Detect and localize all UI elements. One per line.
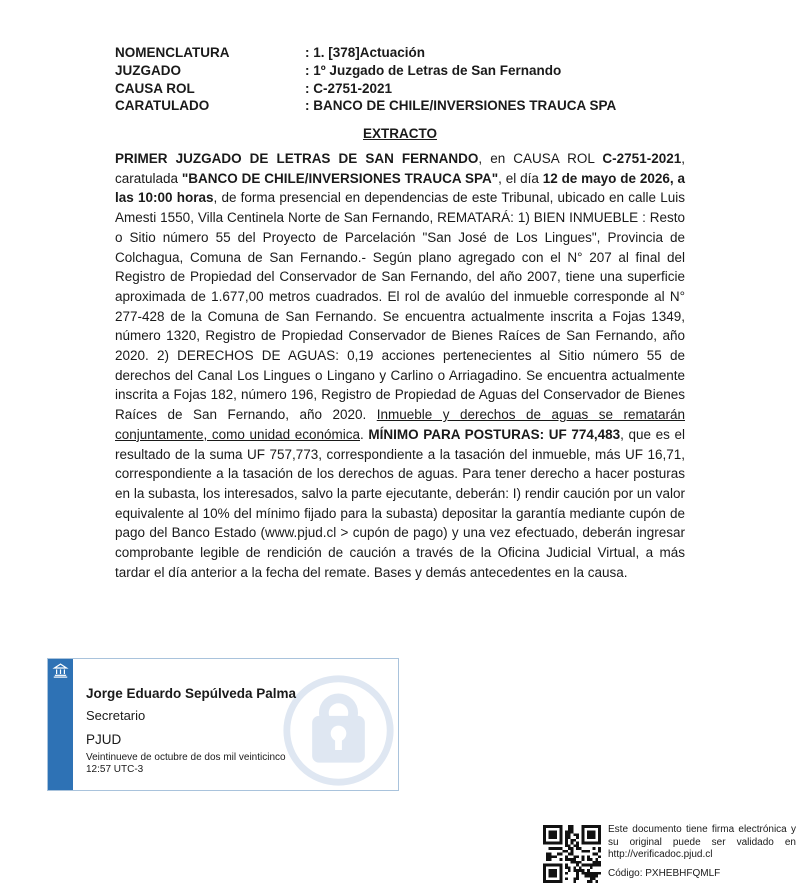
header-row-nomenclatura <box>115 44 616 62</box>
signer-org: PJUD <box>86 732 122 747</box>
lock-icon <box>280 672 397 789</box>
page-title: EXTRACTO <box>362 126 437 141</box>
header-row-juzgado <box>115 62 616 80</box>
field-value: : 1. [378]Actuación <box>305 45 426 60</box>
verification-code <box>608 868 796 879</box>
signature-date: Veintinueve de octubre de dos mil veinticinco <box>86 752 286 763</box>
signature-time: 12:57 UTC-3 <box>86 764 144 775</box>
signature-text <box>86 686 296 776</box>
extract-body-paragraph: PRIMER JUZGADO DE LETRAS DE SAN FERNANDO, en CAUSA ROL C-2751-2021, caratulada "BANCO DE CHILE/INVERSIONES TRAUCA SPA", el día 12 de mayo de 2026, a las 10:00 horas, de forma presencial en dependencias de este Tribunal, ubicado en calle Luis Amesti 1550, Villa Centinela Norte de San Fernando, REMATARÁ: 1) BIEN INMUEBLE : Resto o Sitio número 55 del Proyecto de Parcelación "San José de Los Lingues", Provincia de Colchagua, Comuna de San Fernando.- Según plano agregado con el N° 207 al final del Registro de Propiedad del Conservador de San Fernando, del año 2007, tiene una superficie aproximada de 1.677,00 metros cuadrados. El rol de avalúo del inmueble corresponde al N° 277-428 de la Comuna de San Fernando. Se encuentra actualmente inscrita a Fojas 1349, número 1320, Registro de Propiedad Conservador de Bienes Raíces de San Fernando, año 2020. 2) DERECHOS DE AGUAS: 0,19 acciones pertenecientes al Sitio número 55 de derechos del Canal Los Lingues o Lingano y Carlino o Arriagadino. Se encuentra actualmente inscrita a Fojas 182, número 196, Registro de Propiedad de Aguas del Conservador de Bienes Raíces de San Fernando, año 2020. Inmueble y derechos de aguas se rematarán conjuntamente, como unidad económica. MÍNIMO PARA POSTURAS: UF 774,483, que es el resultado de la suma UF 757,773, correspondiente a la tasación del inmueble, más UF 16,71, correspondiente a la tasación de los derechos de aguas. Para tener derecho a hacer posturas en la subasta, los interesados, salvo la parte ejecutante, deberán: I) rendir caución por un valor equivalente al 10% del mínimo fijado para la subasta) depositar la garantía mediante cupón de pago del Banco Estado (www.pjud.cl > cupón de pago) y una vez efectuado, deberán ingresar comprobante legible de rendición de caución a través de la Oficina Judicial Virtual, a más tardar el día anterior a la fecha del remate. Bases y demás antecedentes en la causa. <box>115 151 686 580</box>
verification-code-value: PXHEBHFQMLF <box>645 868 721 879</box>
header-row-causa-rol <box>115 80 616 98</box>
field-label: CAUSA ROL <box>115 80 195 96</box>
field-value: : 1º Juzgado de Letras de San Fernando <box>305 62 562 78</box>
field-value: : C-2751-2021 <box>305 80 393 96</box>
verification-text: Este documento tiene firma electrónica y su original puede ser validado en http://verificadoc.pjud.cl <box>608 824 796 860</box>
signature-stamp <box>47 658 399 791</box>
field-label: NOMENCLATURA <box>115 45 230 60</box>
signer-role: Secretario <box>86 708 146 723</box>
case-header <box>115 44 616 115</box>
courthouse-icon <box>52 662 69 679</box>
qr-code <box>543 825 601 883</box>
header-row-caratulado <box>115 97 616 115</box>
field-label: JUZGADO <box>115 62 182 78</box>
verification-code-label: Código: <box>608 868 643 879</box>
signer-name: Jorge Eduardo Sepúlveda Palma <box>86 686 297 701</box>
field-label: CARATULADO <box>115 98 210 114</box>
field-value: : BANCO DE CHILE/INVERSIONES TRAUCA SPA <box>305 98 617 114</box>
signature-accent-bar <box>48 659 73 790</box>
